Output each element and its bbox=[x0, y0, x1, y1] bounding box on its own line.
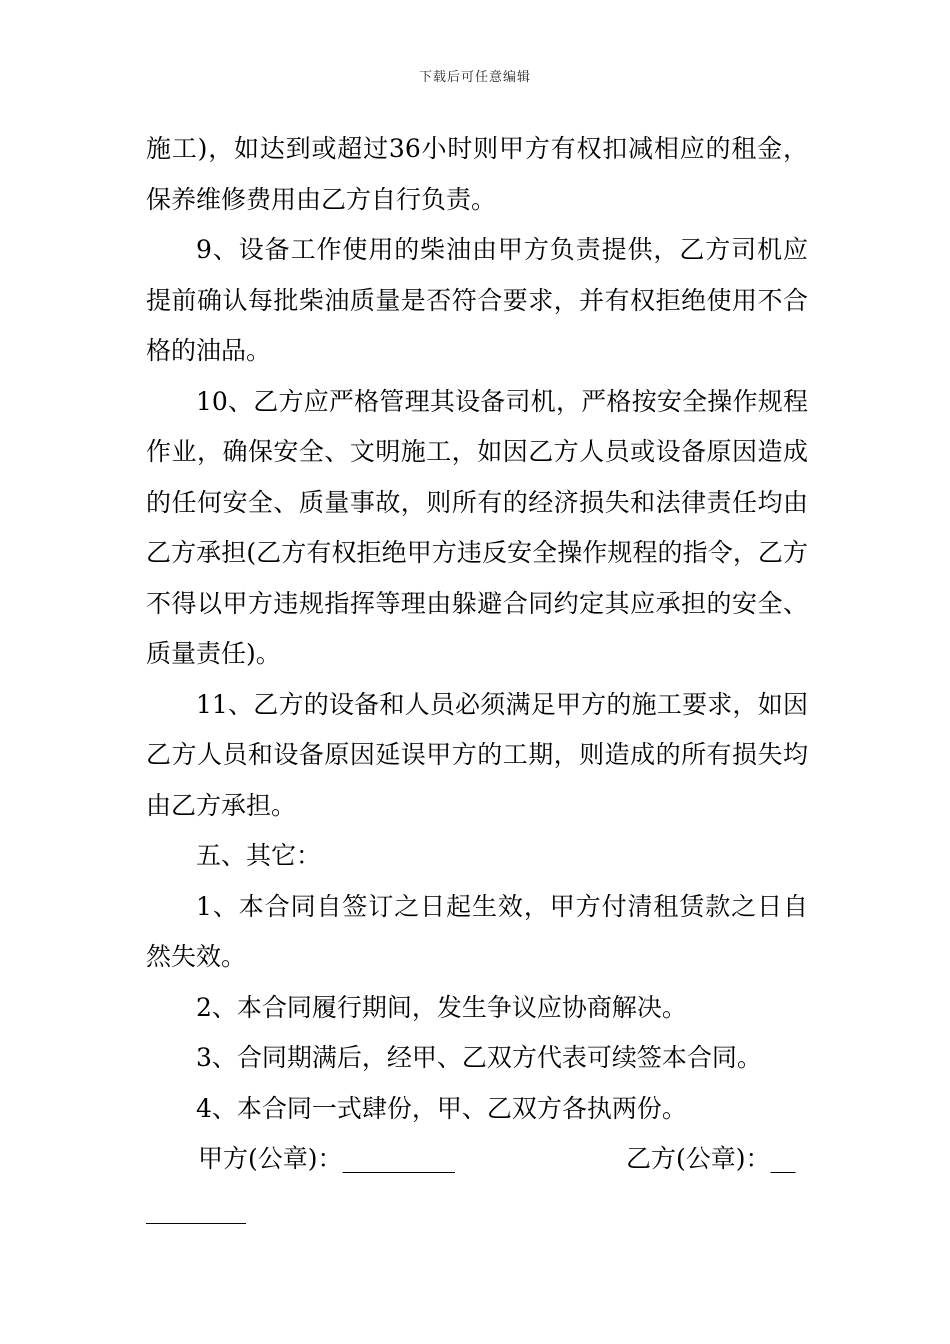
paragraph-continuation: 施工)，如达到或超过36小时则甲方有权扣减相应的租金，保养维修费用由乙方自行负责。 bbox=[146, 134, 808, 214]
other-clause-3: 3、合同期满后，经甲、乙双方代表可续签本合同。 bbox=[196, 1043, 762, 1072]
signature-row bbox=[146, 1134, 808, 1185]
page-header: 下载后可任意编辑 bbox=[418, 70, 531, 85]
party-a-seal-line: 甲方(公章)：_________ bbox=[198, 1144, 456, 1173]
other-clause-1: 1、本合同自签订之日起生效，甲方付清租赁款之日自然失效。 bbox=[146, 891, 808, 971]
clause-9: 9、设备工作使用的柴油由甲方负责提供，乙方司机应提前确认每批柴油质量是否符合要求，并有权拒绝使用不合格的油品。 bbox=[146, 235, 808, 365]
clause-10: 10、乙方应严格管理其设备司机，严格按安全操作规程作业，确保安全、文明施工，如因乙方人员或设备原因造成的任何安全、质量事故，则所有的经济损失和法律责任均由乙方承担(乙方有权拒绝甲方违反安全操作规程的指令，乙方不得以甲方违规指挥等理由躲避合同约定其应承担的安全、质量责任)。 bbox=[146, 386, 808, 668]
other-clause-2: 2、本合同履行期间，发生争议应协商解决。 bbox=[196, 992, 687, 1022]
contract-body bbox=[146, 124, 808, 1235]
signature-continuation-line: ________ bbox=[146, 1194, 246, 1224]
clause-11: 11、乙方的设备和人员必须满足甲方的施工要求，如因乙方人员和设备原因延误甲方的工期，则造成的所有损失均由乙方承担。 bbox=[146, 689, 808, 820]
section-heading-other: 五、其它： bbox=[196, 841, 322, 870]
party-b-seal-line: 乙方(公章)：__ bbox=[626, 1144, 796, 1173]
other-clause-4: 4、本合同一式肆份，甲、乙双方各执两份。 bbox=[196, 1093, 687, 1123]
